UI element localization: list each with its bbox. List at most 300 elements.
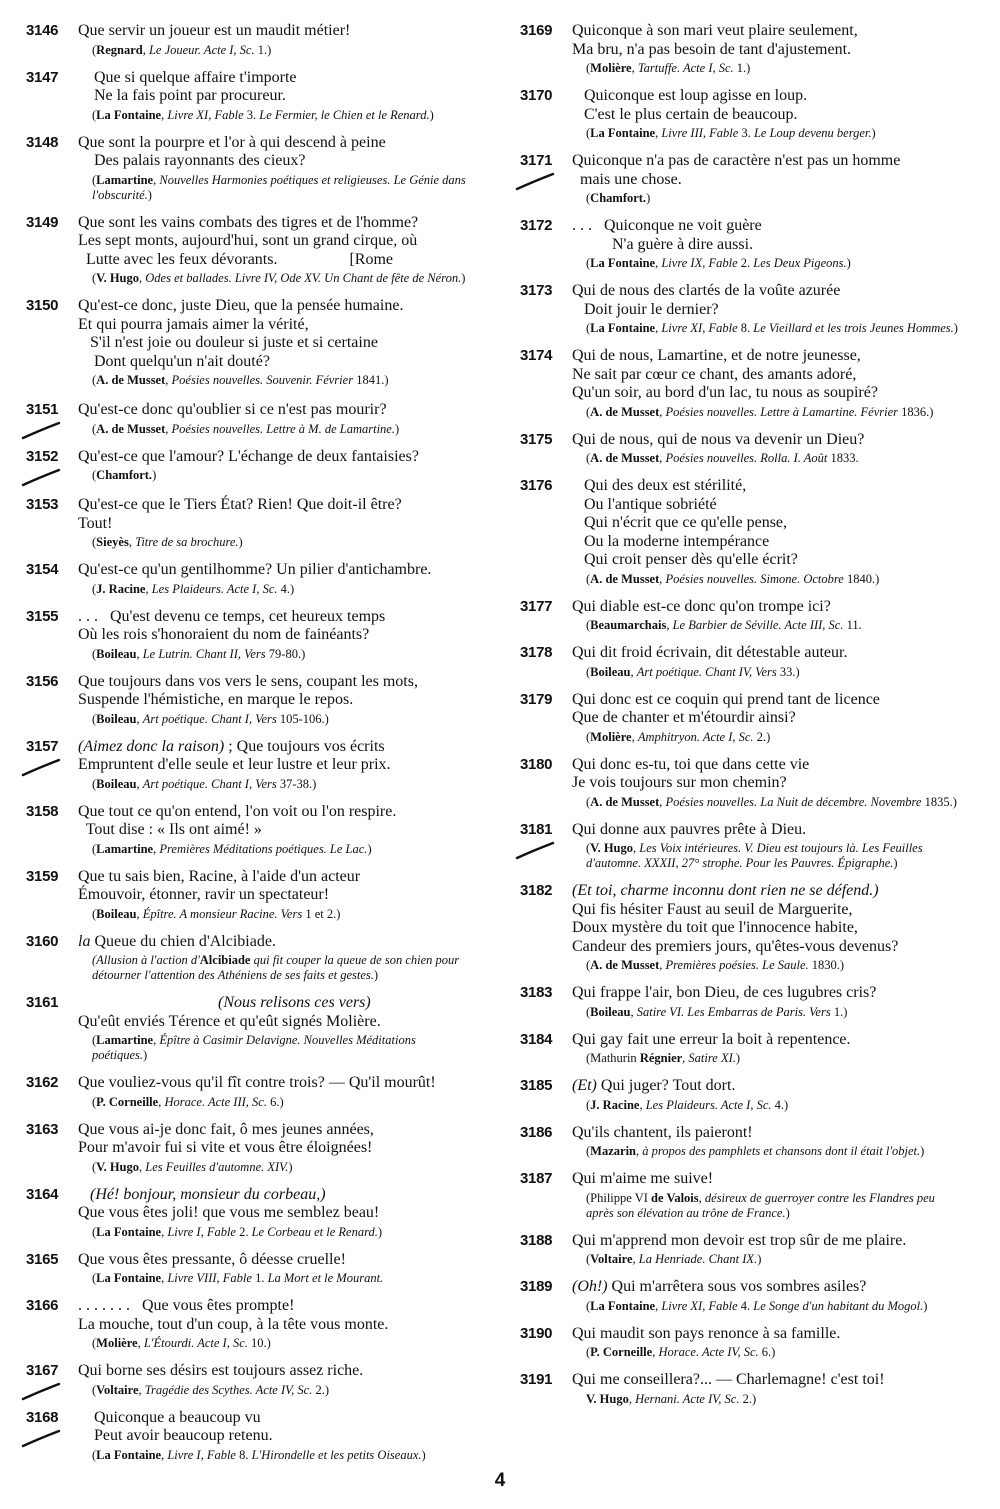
entry-number: 3157	[26, 737, 59, 755]
citation	[586, 795, 960, 810]
citation-text: (	[586, 256, 591, 270]
citation	[92, 1383, 466, 1398]
citation-work: Nouvelles Harmonies poétiques et religieuses. Le Génie dans l'obscurité.	[92, 172, 466, 202]
citation-text: )	[893, 856, 898, 870]
citation-author: La Fontaine	[590, 126, 656, 140]
citation-work: La Henriade. Chant IX.	[638, 1252, 758, 1266]
citation-work: qui fit couper la queue de son chien pour détourner l'attention des Athéniens de ses faits et gestes.	[92, 953, 460, 982]
verse-line: (Nous relisons ces vers)	[78, 994, 371, 1011]
entry-number: 3149	[26, 213, 59, 231]
verse-line: Qu'est-ce que le Tiers État? Rien! Que doit-il être?	[78, 496, 402, 513]
citation-author: V. Hugo	[590, 841, 634, 855]
verse-line: Que tout ce qu'on entend, l'on voit ou l'on respire.	[78, 802, 397, 820]
citation-text: )	[152, 468, 157, 482]
citation-work: Tartuffe. Acte I, Sc.	[637, 61, 734, 75]
verse-line: Qui borne ses désirs est toujours assez riche.	[78, 1362, 364, 1379]
citation	[92, 712, 466, 727]
citation-text: 1.)	[733, 61, 751, 75]
citation	[92, 43, 466, 58]
citation-text: (	[92, 535, 97, 549]
citation-author: P. Corneille	[590, 1345, 653, 1359]
citation	[586, 405, 960, 420]
citation-author: A. de Musset	[590, 958, 660, 972]
citation-text: 6.)	[758, 1345, 776, 1359]
verse-line: N'a guère à dire aussi.	[572, 235, 754, 253]
citation-author: J. Racine	[590, 1097, 640, 1112]
citation-work: Livre VIII, Fable	[167, 1271, 252, 1285]
citation-text: ,	[165, 421, 172, 436]
citation-text: (	[92, 1159, 97, 1174]
citation-text: )	[377, 1224, 383, 1239]
citation-text: )	[846, 256, 851, 270]
citation	[92, 1271, 466, 1286]
entry-number: 3160	[26, 932, 59, 950]
verse-line: Qui de nous des clartés de la voûte azurée	[572, 282, 841, 299]
citation	[92, 1160, 466, 1175]
page-number: 4	[494, 1470, 506, 1491]
citation-work: Le Vieillard et les trois Jeunes Hommes.	[753, 321, 954, 335]
citation-work: Horace. Acte IV, Sc.	[658, 1345, 759, 1359]
citation-text: ,	[158, 1094, 165, 1109]
entry-number: 3182	[520, 882, 553, 899]
verse-line	[78, 933, 466, 952]
citation-work: Tragédie des Scythes. Acte IV, Sc.	[144, 1382, 313, 1397]
quotation-entry	[520, 882, 960, 973]
handwritten-check-mark	[20, 421, 62, 441]
quotation-entry	[520, 217, 960, 271]
citation-text: )	[394, 421, 400, 436]
verse-line	[572, 1278, 960, 1297]
quotation-entry	[520, 691, 960, 745]
right-column	[520, 22, 960, 1407]
quotation-entry	[26, 868, 466, 922]
citation-author: La Fontaine	[96, 107, 162, 122]
citation	[92, 422, 466, 437]
citation-author: Sieyès	[96, 535, 129, 549]
citation-work: Épître. A monsieur Racine. Vers	[142, 906, 303, 921]
verse-line: Qui m'apprend mon devoir est trop sûr de me plaire.	[572, 1231, 907, 1249]
citation-text: ,	[659, 404, 666, 419]
quotation-entry	[26, 933, 466, 984]
quotation-entry	[520, 1124, 960, 1160]
entry-number: 3165	[26, 1250, 59, 1268]
entry-number: 3187	[520, 1170, 553, 1187]
entry-number: 3170	[520, 87, 553, 104]
citation-text: ,	[161, 107, 168, 122]
citation-text: ,	[136, 906, 143, 921]
citation-text: (Philippe VI	[586, 1190, 652, 1205]
entry-number: 3162	[26, 1074, 59, 1091]
verse-line: Que sont la pourpre et l'or à qui descend à peine	[78, 133, 386, 151]
verse-line: Ma bru, n'a pas besoin de tant d'ajustement.	[572, 40, 852, 58]
citation	[586, 1392, 960, 1407]
citation	[586, 618, 960, 633]
verse-line	[78, 738, 466, 757]
verse-line: Qu'est-ce donc qu'oublier si ce n'est pas mourir?	[78, 401, 387, 418]
verse-line: Qui donc est ce coquin qui prend tant de licence	[572, 690, 880, 708]
citation	[586, 451, 960, 466]
citation-text: (	[586, 1144, 591, 1158]
entry-number: 3191	[520, 1371, 553, 1388]
citation-text: ,	[139, 271, 146, 285]
citation-work: Le Barbier de Séville. Acte III, Sc.	[672, 618, 844, 632]
entry-number: 3161	[26, 994, 59, 1011]
citation	[586, 1051, 960, 1066]
citation	[586, 1144, 960, 1159]
entry-number: 3154	[26, 561, 59, 578]
citation-text: (	[586, 664, 591, 679]
entry-number: 3175	[520, 430, 553, 448]
citation-work: Amphitryon. Acte I, Sc.	[637, 729, 754, 744]
verse-line: Je vois toujours sur mon chemin?	[572, 774, 787, 791]
quotation-entry	[520, 598, 960, 634]
quotation-entry	[520, 431, 960, 467]
quotation-entry	[520, 152, 960, 206]
citation-work: Épître à Casimir Delavigne. Nouvelles Méditations poétiques.	[92, 1033, 416, 1062]
citation-author: A. de Musset	[96, 373, 166, 387]
citation-work: Poésies nouvelles. Souvenir. Février	[171, 373, 354, 387]
citation-author: A. de Musset	[590, 404, 660, 419]
verse-line: Qui donc es-tu, toi que dans cette vie	[572, 755, 810, 773]
citation-text: 2.)	[739, 1391, 757, 1406]
citation	[586, 1005, 960, 1020]
citation-author: J. Racine	[96, 581, 146, 596]
verse-line: Que servir un joueur est un maudit métier!	[78, 22, 351, 39]
entry-number: 3176	[520, 477, 553, 494]
citation	[92, 1033, 466, 1063]
citation-text: 11.	[843, 618, 862, 632]
quotation-entry	[26, 738, 466, 792]
entry-number: 3146	[26, 22, 59, 39]
quotation-entry	[26, 994, 466, 1063]
quotation-entry	[26, 803, 466, 857]
citation-text: )	[785, 1205, 790, 1220]
citation-work: Art poétique. Chant IV, Vers	[636, 664, 777, 679]
quotation-entry	[520, 1077, 960, 1113]
verse-line	[572, 1077, 960, 1096]
citation-text: 1840.)	[843, 571, 880, 586]
citation-text: ,	[655, 321, 662, 335]
quotation-entry	[26, 214, 466, 287]
citation-work: Titre de sa brochure.	[135, 535, 239, 549]
quotation-entry	[520, 756, 960, 810]
citation-author: Boileau	[590, 1004, 631, 1019]
quotation-entry	[26, 134, 466, 203]
verse-line: La mouche, tout d'un coup, à la tête vous monte.	[78, 1315, 389, 1333]
citation-text: 1833.	[827, 451, 859, 465]
citation-text: 2.)	[312, 1382, 330, 1397]
verse-italic-part: (Aimez donc la raison)	[78, 737, 229, 755]
verse-part: Qui m'arrêtera sous vos sombres asiles?	[611, 1278, 867, 1295]
verse-line: Les sept monts, aujourd'hui, sont un grand cirque, où	[78, 232, 418, 249]
citation-text: 4.	[737, 1298, 754, 1313]
verse-line: Tout dise : « Ils ont aimé! »	[78, 821, 262, 838]
quotation-entry	[520, 347, 960, 420]
citation-text: ,	[145, 581, 152, 596]
entry-number: 3158	[26, 802, 59, 820]
citation-work: Poésies nouvelles. La Nuit de décembre. Novembre	[665, 794, 922, 809]
citation-author: Chamfort.	[590, 191, 647, 205]
citation-text: ,	[142, 42, 149, 57]
citation-work: Les Feuilles d'automne. XIV.	[145, 1159, 289, 1174]
entry-number: 3163	[26, 1120, 59, 1138]
citation-text: (	[92, 468, 97, 482]
entry-number: 3184	[520, 1030, 553, 1048]
citation-work: Horace. Acte III, Sc.	[164, 1094, 267, 1109]
citation-text: ,	[128, 535, 136, 549]
citation-text: (	[586, 1004, 591, 1019]
verse-line: Que de chanter et m'étourdir ainsi?	[572, 709, 796, 726]
citation-text: (	[586, 191, 591, 205]
verse-line: Et qui pourra jamais aimer la vérité,	[78, 315, 309, 333]
citation-text: 33.)	[776, 664, 800, 679]
check-mark-stroke	[23, 423, 59, 438]
citation-author: Boileau	[590, 664, 631, 679]
citation	[586, 191, 960, 206]
verse-line: S'il n'est joie ou douleur si juste et si certaine	[78, 334, 378, 351]
citation-work: Le Joueur. Acte I, Sc.	[148, 42, 255, 57]
entry-number: 3147	[26, 68, 59, 86]
citation-text: (	[92, 1271, 97, 1285]
citation-text: 1830.)	[808, 958, 845, 972]
citation	[92, 108, 466, 123]
verse-line: Quiconque n'a pas de caractère n'est pas un homme	[572, 152, 901, 169]
entry-number: 3166	[26, 1297, 59, 1314]
handwritten-check-mark	[514, 172, 556, 192]
citation-text: 3.	[243, 107, 260, 122]
citation-text: ,	[138, 1382, 145, 1397]
quotation-entry	[520, 1371, 960, 1407]
citation-author: Lamartine	[96, 1033, 154, 1047]
citation-text: (	[586, 321, 591, 335]
citation-text: (	[586, 1345, 591, 1359]
citation-text: (	[92, 373, 97, 387]
quotation-entry	[26, 69, 466, 123]
entry-number: 3169	[520, 22, 553, 39]
verse-line: . . . Quiconque ne voit guère	[572, 217, 762, 234]
citation-text: )	[373, 968, 379, 982]
citation-text: (	[92, 906, 97, 921]
verse-line: mais une chose.	[572, 170, 682, 188]
verse-line: (Hé! bonjour, monsieur du corbeau,)	[78, 1185, 326, 1203]
citation	[586, 1345, 960, 1360]
citation-author: A. de Musset	[590, 794, 660, 809]
entry-number: 3156	[26, 672, 59, 690]
citation-text: 79-80.)	[265, 646, 306, 661]
verse-line: Candeur des premiers jours, qu'êtes-vous devenus?	[572, 937, 899, 955]
citation-text: 1836.)	[898, 404, 934, 419]
citation-text: 8.	[235, 1447, 252, 1462]
citation-author: Voltaire	[96, 1382, 139, 1397]
entry-number: 3148	[26, 133, 59, 151]
citation-text: ,	[666, 618, 673, 632]
verse-line: Qui gay fait une erreur la boit à repentence.	[572, 1030, 851, 1048]
quotation-entry	[520, 1170, 960, 1221]
citation	[586, 1098, 960, 1113]
entry-number: 3177	[520, 597, 553, 615]
entry-number: 3190	[520, 1324, 553, 1342]
citation	[586, 841, 960, 871]
verse-line: Ne la fais point par procureur.	[78, 87, 286, 104]
citation-text: )	[147, 187, 152, 202]
citation-text: ,	[136, 646, 143, 661]
citation-text: )	[429, 107, 434, 122]
verse-italic-part: (Et)	[572, 1077, 601, 1094]
citation-work: Livre XI, Fable	[661, 321, 738, 335]
citation-text: )	[461, 271, 466, 285]
verse-line: Suspende l'hémistiche, en marque le repos.	[78, 691, 354, 708]
citation-text: 4.)	[277, 581, 295, 596]
citation-work: Les Plaideurs. Acte I, Sc.	[151, 581, 278, 596]
verse-part: Qui juger? Tout dort.	[600, 1077, 736, 1094]
quotation-entry	[520, 1278, 960, 1314]
verse-line: Qui maudit son pays renonce à sa famille.	[572, 1324, 841, 1342]
citation-text: )	[143, 1048, 148, 1062]
verse-line: Qui diable est-ce donc qu'on trompe ici?	[572, 597, 831, 615]
citation-author: Boileau	[96, 646, 137, 661]
citation-text: ,	[631, 61, 638, 75]
verse-italic-part: (Oh!)	[572, 1278, 612, 1295]
verse-line: Doux mystère du toit que l'innocence habite,	[572, 919, 858, 936]
verse-line: Qui dit froid écrivain, dit détestable auteur.	[572, 644, 848, 661]
verse-line: Que toujours dans vos vers le sens, coupant les mots,	[78, 672, 418, 690]
citation-text: )	[923, 1298, 928, 1313]
citation-text: )	[421, 1447, 426, 1462]
citation-text: (	[92, 271, 97, 285]
verse-line: Qu'est-ce que l'amour? L'échange de deux fantaisies?	[78, 447, 419, 465]
verse-line: Que vous êtes pressante, ô déesse cruelle!	[78, 1250, 346, 1268]
verse-line: Quiconque à son mari veut plaire seulement,	[572, 22, 858, 39]
verse-line: Qui me conseillera?... — Charlemagne! c'est toi!	[572, 1371, 885, 1388]
citation-text: ,	[655, 1298, 662, 1313]
verse-line: Que tu sais bien, Racine, à l'aide d'un acteur	[78, 867, 361, 885]
handwritten-check-mark	[20, 758, 62, 778]
citation-author: La Fontaine	[590, 256, 656, 270]
citation-author: de Valois	[651, 1190, 699, 1205]
citation-author: P. Corneille	[96, 1094, 159, 1109]
entry-number: 3179	[520, 690, 553, 708]
citation-work: Poésies nouvelles. Simone. Octobre	[665, 571, 844, 586]
verse-line: Lutte avec les feux dévorants. [Rome	[78, 250, 394, 268]
check-mark-stroke	[517, 174, 553, 189]
citation-text: )	[288, 1159, 293, 1174]
citation-work: Le Songe d'un habitant du Mogol.	[753, 1298, 924, 1313]
citation-work: (Allusion à l'action d'	[92, 953, 200, 967]
citation-text: 2.	[235, 1224, 252, 1239]
handwritten-check-mark	[514, 841, 556, 861]
citation-text: (	[92, 1224, 97, 1239]
verse-line: Qui frappe l'air, bon Dieu, de ces lugubres cris?	[572, 984, 877, 1001]
citation-author: La Fontaine	[590, 1298, 656, 1313]
citation-text: ,	[659, 451, 666, 465]
citation-text: ,	[631, 729, 638, 744]
quotation-entry	[26, 1297, 466, 1351]
citation-author: Molière	[590, 729, 632, 744]
citation-text: (	[586, 1298, 591, 1313]
citation-text: (	[586, 61, 591, 75]
entry-number: 3188	[520, 1231, 553, 1249]
citation	[92, 373, 466, 388]
citation	[92, 953, 466, 983]
citation-work: Poésies nouvelles. Rolla. I. Août	[665, 451, 828, 465]
quotation-entry	[520, 22, 960, 76]
citation-text: ,	[639, 1097, 646, 1112]
citation-text: ,	[655, 126, 662, 140]
citation-work: Poésies nouvelles. Lettre à Lamartine. Février	[665, 404, 898, 419]
verse-line: Qu'un soir, au bord d'un lac, tu nous as soupiré?	[572, 384, 878, 401]
quotation-entry	[26, 673, 466, 727]
citation-text: (	[586, 571, 591, 586]
citation-text: (	[586, 1252, 591, 1266]
citation-text: ,	[139, 1159, 146, 1174]
verse-line: Qui de nous, qui de nous va devenir un Dieu?	[572, 430, 865, 448]
citation-text: (	[92, 421, 97, 436]
citation-text: ,	[153, 1033, 160, 1047]
citation-author: La Fontaine	[96, 1447, 162, 1462]
check-mark-stroke	[23, 760, 59, 775]
entry-number: 3159	[26, 867, 59, 885]
verse-line: Qui des deux est stérilité,	[572, 477, 747, 494]
citation-text: ,	[655, 256, 662, 270]
quotation-entry	[520, 87, 960, 141]
citation-work: Le Loup devenu berger.	[753, 126, 872, 140]
quotation-entry	[26, 496, 466, 550]
verse-line: . . . . . . . Que vous êtes prompte!	[78, 1297, 295, 1314]
citation-work: Art poétique. Chant I, Vers	[142, 711, 277, 726]
citation-text: ,	[652, 1345, 659, 1359]
verse-line: Ou l'antique sobriété	[572, 495, 717, 513]
citation-author: Boileau	[96, 906, 137, 921]
quotation-entry	[520, 1031, 960, 1067]
quotation-entry	[26, 22, 466, 58]
citation-text: ,	[153, 172, 160, 187]
citation-text: ,	[161, 1271, 168, 1285]
citation-text: ,	[137, 1336, 144, 1350]
citation	[92, 535, 466, 550]
citation-text: ,	[161, 1447, 168, 1462]
citation-text: ,	[136, 711, 143, 726]
citation	[92, 777, 466, 792]
citation-work: désireux de guerroyer contre les Flandres peu après son élévation au trône de France.	[586, 1190, 935, 1220]
citation	[586, 1299, 960, 1314]
entry-number: 3181	[520, 820, 553, 838]
handwritten-check-mark	[20, 468, 62, 488]
citation	[92, 647, 466, 662]
citation	[92, 173, 466, 203]
citation-author: A. de Musset	[590, 571, 660, 586]
citation-text: (	[92, 581, 97, 596]
citation-text: 1841.)	[353, 373, 389, 387]
quotation-entry	[26, 1251, 466, 1287]
verse-line: Qu'eût enviés Térence et qu'eût signés Molière.	[78, 1012, 381, 1030]
citation-text: (	[92, 776, 97, 791]
citation-author: V. Hugo	[586, 1391, 629, 1406]
citation-work: Odes et ballades. Livre IV, Ode XV. Un Chant de fête de Néron.	[145, 271, 462, 285]
citation-text: ,	[659, 794, 666, 809]
quotation-entry	[520, 644, 960, 680]
verse-line: Que vouliez-vous qu'il fît contre trois? — Qu'il mourût!	[78, 1074, 436, 1091]
citation-text: (	[92, 1033, 97, 1047]
quotation-entry	[520, 477, 960, 587]
handwritten-check-mark	[20, 1429, 62, 1449]
citation	[586, 665, 960, 680]
verse-line: Qui fis hésiter Faust au seuil de Marguerite,	[572, 900, 853, 918]
citation-work: Livre I, Fable	[167, 1447, 236, 1462]
verse-line: Ou la moderne intempérance	[572, 532, 770, 550]
verse-line: Que vous ai-je donc fait, ô mes jeunes années,	[78, 1120, 374, 1138]
citation-author: Lamartine	[96, 172, 154, 187]
citation-text: (	[586, 126, 591, 140]
